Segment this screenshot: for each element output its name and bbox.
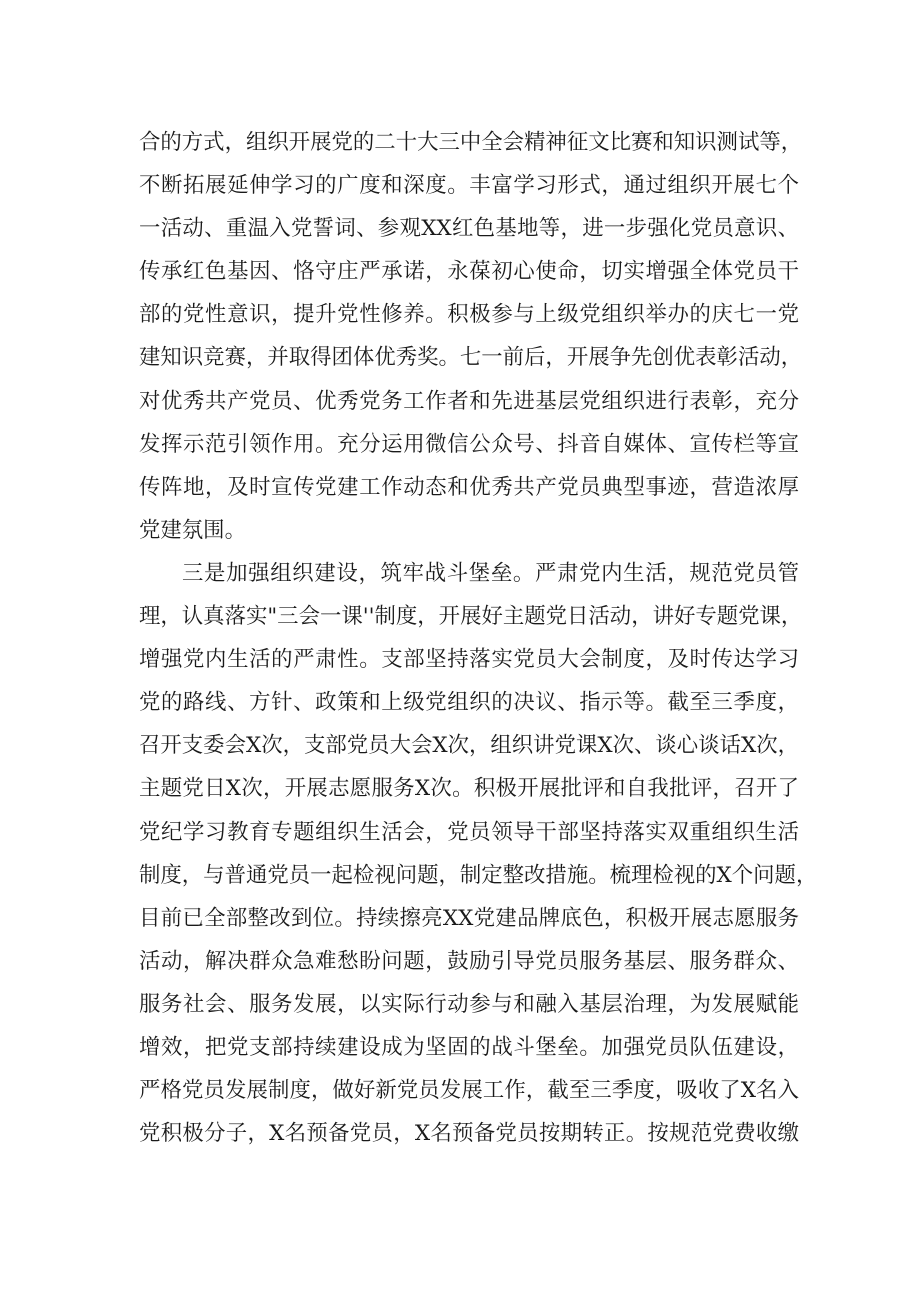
- text-line: 党积极分子，X名预备党员，X名预备党员按期转正。按规范党费收缴: [139, 1121, 799, 1147]
- text-line: 党建氛围。: [139, 517, 246, 543]
- text-line: 部的党性意识，提升党性修养。积极参与上级党组织举办的庆七一党: [139, 302, 799, 328]
- text-line: 发挥示范引领作用。充分运用微信公众号、抖音自媒体、宣传栏等宣: [139, 431, 799, 457]
- text-line: 制度，与普通党员一起检视问题，制定整改措施。梳理检视的X个问题，: [139, 862, 818, 888]
- text-line: 理，认真落实"三会一课''制度，开展好主题党日活动，讲好专题党课，: [139, 604, 803, 630]
- text-line: 严格党员发展制度，做好新党员发展工作，截至三季度，吸收了X名入: [139, 1078, 799, 1104]
- text-line: 服务社会、服务发展，以实际行动参与和融入基层治理，为发展赋能: [139, 991, 799, 1017]
- text-line: 增效，把党支部持续建设成为坚固的战斗堡垒。加强党员队伍建设，: [139, 1034, 799, 1060]
- text-line: 一活动、重温入党誓词、参观XX红色基地等，进一步强化党员意识、: [139, 216, 799, 242]
- body-text: [139, 121, 818, 1155]
- text-line: 党纪学习教育专题组织生活会，党员领导干部坚持落实双重组织生活: [139, 819, 799, 845]
- text-line: 主题党日X次，开展志愿服务X次。积极开展批评和自我批评，召开了: [139, 776, 799, 802]
- text-line: 不断拓展延伸学习的广度和深度。丰富学习形式，通过组织开展七个: [139, 173, 799, 199]
- text-line: 增强党内生活的严肃性。支部坚持落实党员大会制度，及时传达学习: [139, 647, 799, 673]
- text-line: 传阵地，及时宣传党建工作动态和优秀共产党员典型事迹，营造浓厚: [139, 474, 799, 500]
- text-line: 召开支委会X次，支部党员大会X次，组织讲党课X次、谈心谈话X次，: [139, 733, 799, 759]
- text-line: 三是加强组织建设，筑牢战斗堡垒。严肃党内生活，规范党员管: [182, 560, 799, 586]
- text-line: 活动，解决群众急难愁盼问题，鼓励引导党员服务基层、服务群众、: [139, 948, 799, 974]
- text-line: 传承红色基因、恪守庄严承诺，永葆初心使命，切实增强全体党员干: [139, 259, 799, 285]
- text-line: 建知识竞赛，并取得团体优秀奖。七一前后，开展争先创优表彰活动，: [139, 345, 803, 371]
- paragraph-1: [139, 121, 803, 552]
- text-line: 合的方式，组织开展党的二十大三中全会精神征文比赛和知识测试等，: [139, 130, 803, 155]
- text-line: 对优秀共产党员、优秀党务工作者和先进基层党组织进行表彰，充分: [139, 388, 799, 414]
- text-line: 党的路线、方针、政策和上级党组织的决议、指示等。截至三季度，: [139, 690, 799, 716]
- text-line: 目前已全部整改到位。持续擦亮XX党建品牌底色，积极开展志愿服务: [139, 905, 799, 931]
- paragraph-2: [139, 552, 818, 1155]
